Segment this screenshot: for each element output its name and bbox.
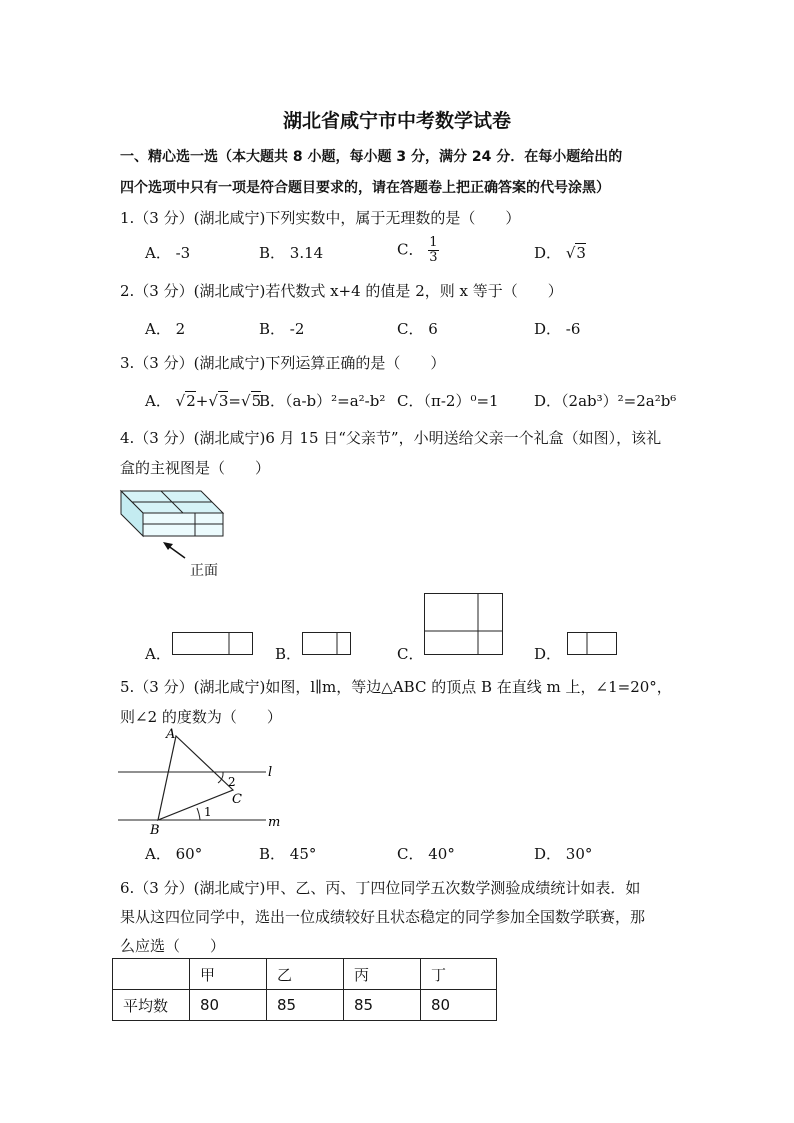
question-6-text-line3: 么应选（ ） bbox=[120, 937, 226, 955]
q1-option-c[interactable] bbox=[397, 236, 439, 265]
q2-option-a[interactable]: A． 2 bbox=[145, 320, 186, 338]
label-A: A bbox=[166, 727, 176, 742]
gift-box-figure bbox=[115, 488, 235, 568]
scores-table bbox=[112, 958, 497, 1021]
sqrt-five: √5 bbox=[241, 392, 262, 410]
table-cell: 85 bbox=[344, 990, 421, 1021]
question-5-text-line1: 5.（3 分）(湖北咸宁)如图，l∥m，等边△ABC 的顶点 B 在直线 m 上，∠1=20°， bbox=[120, 678, 672, 696]
table-cell: 平均数 bbox=[113, 990, 190, 1021]
q1-option-c-label: C． bbox=[397, 240, 424, 259]
q4-option-d[interactable]: D． bbox=[534, 645, 562, 663]
q1-option-d[interactable] bbox=[534, 242, 586, 263]
q4-option-d-figure bbox=[567, 632, 619, 656]
sqrt-two: √2 bbox=[175, 392, 196, 410]
table-cell: 80 bbox=[190, 990, 267, 1021]
label-C: C bbox=[232, 792, 242, 807]
q4-option-a-figure bbox=[172, 632, 256, 656]
q5-option-c[interactable]: C． 40° bbox=[397, 845, 455, 863]
q3-option-a[interactable] bbox=[145, 390, 261, 411]
fraction-numerator: 1 bbox=[429, 235, 438, 250]
sqrt-three: √3 bbox=[208, 392, 229, 410]
table-header-row bbox=[113, 959, 497, 990]
table-cell: 85 bbox=[267, 990, 344, 1021]
triangle-parallel-lines-figure bbox=[118, 728, 288, 838]
q4-option-b-figure bbox=[302, 632, 354, 656]
question-3-text: 3.（3 分）(湖北咸宁)下列运算正确的是（ ） bbox=[120, 354, 446, 372]
label-B: B bbox=[150, 823, 160, 838]
question-2-text: 2.（3 分）(湖北咸宁)若代数式 x+4 的值是 2，则 x 等于（ ） bbox=[120, 282, 563, 300]
angle-2-label: 2 bbox=[228, 775, 236, 789]
label-m: m bbox=[268, 815, 281, 830]
radicand: 3 bbox=[218, 392, 229, 410]
question-6-text-line2: 果从这四位同学中，选出一位成绩较好且状态稳定的同学参加全国数学联赛，那 bbox=[120, 908, 646, 926]
q5-option-a[interactable]: A． 60° bbox=[145, 845, 203, 863]
front-label: 正面 bbox=[190, 563, 218, 579]
q5-option-b[interactable]: B． 45° bbox=[259, 845, 317, 863]
table-cell: 80 bbox=[421, 990, 497, 1021]
question-4-text-line2: 盒的主视图是（ ） bbox=[120, 459, 271, 477]
question-6-text-line1: 6.（3 分）(湖北咸宁)甲、乙、丙、丁四位同学五次数学测验成绩统计如表．如 bbox=[120, 879, 641, 897]
equals-sign: = bbox=[228, 392, 241, 410]
table-cell: 丁 bbox=[421, 959, 497, 990]
question-4-text-line1: 4.（3 分）(湖北咸宁)6 月 15 日“父亲节”，小明送给父亲一个礼盒（如图），该礼 bbox=[120, 429, 662, 447]
angle-1-label: 1 bbox=[204, 805, 212, 819]
table-cell bbox=[113, 959, 190, 990]
q3-option-d[interactable]: D．（2ab³）²=2a²b⁶ bbox=[534, 392, 677, 410]
radicand: 3 bbox=[576, 244, 586, 262]
q1-option-b[interactable]: B． 3.14 bbox=[259, 244, 324, 262]
q1-option-a[interactable]: A． -3 bbox=[145, 244, 191, 262]
fraction-denominator: 3 bbox=[429, 250, 438, 265]
section-instructions-line2: 四个选项中只有一项是符合题目要求的，请在答题卷上把正确答案的代号涂黑） bbox=[120, 180, 610, 196]
sqrt-three: √3 bbox=[565, 244, 586, 262]
question-5-text-line2: 则∠2 的度数为（ ） bbox=[120, 708, 282, 726]
q4-option-b[interactable]: B． bbox=[275, 645, 302, 663]
table-row bbox=[113, 990, 497, 1021]
q2-option-d[interactable]: D． -6 bbox=[534, 320, 581, 338]
table-cell: 乙 bbox=[267, 959, 344, 990]
q3-option-b[interactable]: B．（a-b）²=a²-b² bbox=[259, 392, 386, 410]
radicand: 2 bbox=[186, 392, 196, 410]
q1-option-d-label: D． bbox=[534, 244, 562, 262]
page-title: 湖北省咸宁市中考数学试卷 bbox=[282, 110, 511, 132]
plus-sign: + bbox=[195, 392, 209, 410]
q3-option-c[interactable]: C．（π-2）⁰=1 bbox=[397, 392, 499, 410]
label-l: l bbox=[268, 765, 273, 780]
table-cell: 丙 bbox=[344, 959, 421, 990]
q2-option-b[interactable]: B． -2 bbox=[259, 320, 305, 338]
radicand: 5 bbox=[251, 392, 262, 410]
fraction-one-third bbox=[428, 236, 438, 265]
q5-option-d[interactable]: D． 30° bbox=[534, 845, 593, 863]
table-cell: 甲 bbox=[190, 959, 267, 990]
q4-option-c[interactable]: C． bbox=[397, 645, 424, 663]
q3-option-a-label: A． bbox=[145, 392, 171, 410]
q4-option-a[interactable]: A． bbox=[145, 645, 171, 663]
section-instructions-line1: 一、精心选一选（本大题共 8 小题，每小题 3 分，满分 24 分．在每小题给出的 bbox=[120, 149, 623, 165]
q2-option-c[interactable]: C． 6 bbox=[397, 320, 438, 338]
question-1-text: 1.（3 分）(湖北咸宁)下列实数中，属于无理数的是（ ） bbox=[120, 209, 521, 227]
q4-option-c-figure bbox=[424, 593, 506, 657]
